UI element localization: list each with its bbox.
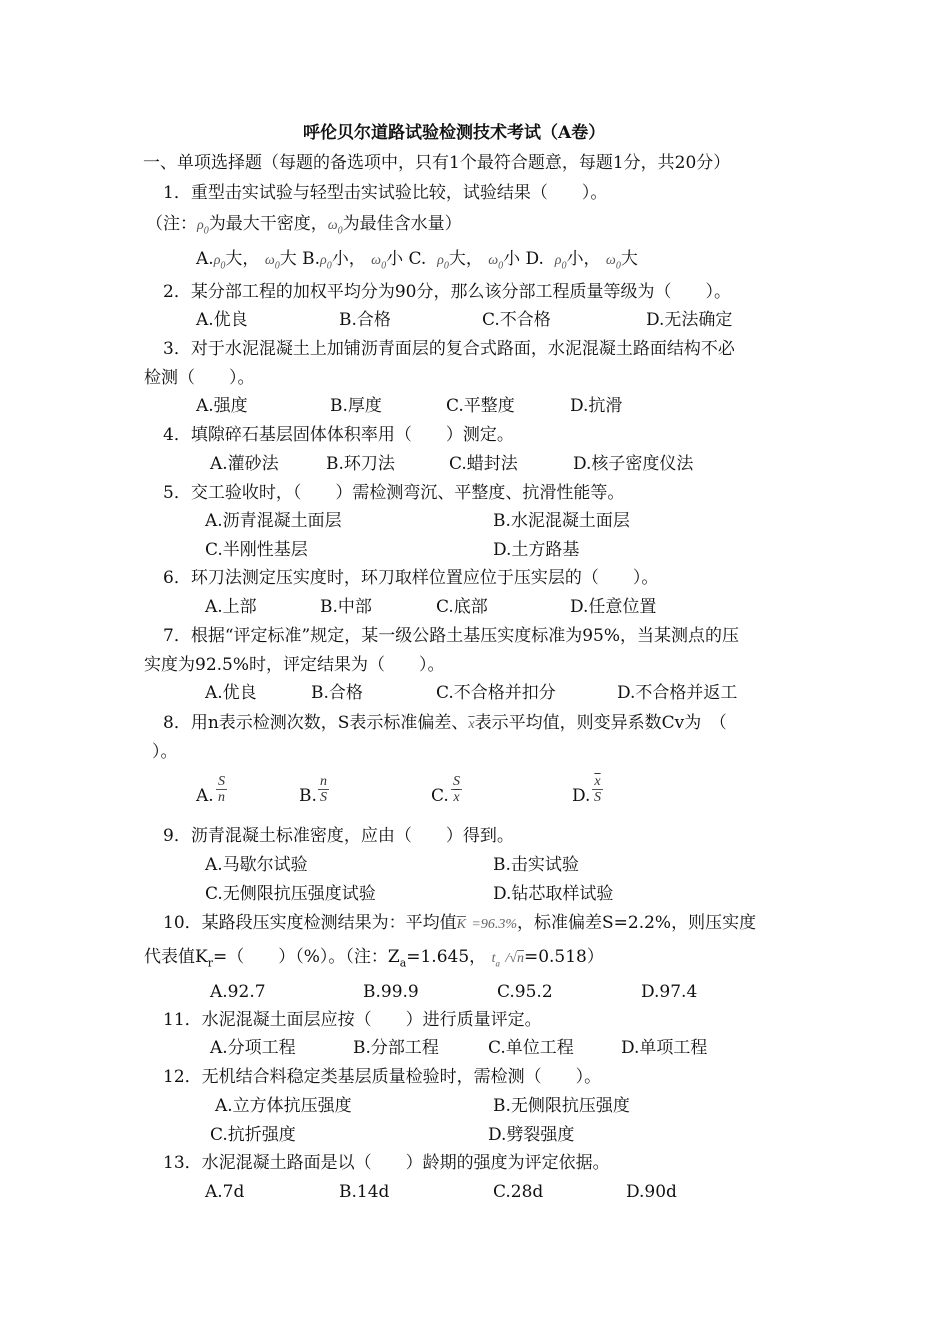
option: A.灌砂法 — [210, 454, 279, 474]
option: B.合格 — [339, 310, 391, 330]
option: C.抗折强度 — [210, 1125, 296, 1145]
fraction-s-over-n: $\frac{S}{n}$ — [218, 774, 225, 805]
question-7-stem: 7．根据“评定标准”规定，某一级公路土基压实度标准为95%，当某测点的压 — [163, 626, 739, 646]
option: B.14d — [339, 1182, 390, 1202]
option: B.中部 — [320, 597, 372, 617]
option: B.水泥混凝土面层 — [493, 511, 630, 531]
question-8-stem-cont: ）。 — [152, 742, 178, 762]
option: C.不合格并扣分 — [436, 683, 556, 703]
option-label: B. — [299, 786, 317, 806]
option: D.抗滑 — [570, 396, 623, 416]
option: C.平整度 — [446, 396, 515, 416]
question-10-stem: 10．某路段压实度检测结果为：平均值$\overline{K} =96.3\%$，标准偏差S=2.2%，则压实度 — [163, 913, 757, 933]
option: B.99.9 — [363, 982, 419, 1002]
option: A.上部 — [205, 597, 257, 617]
option: B.合格 — [311, 683, 363, 703]
option: C.半刚性基层 — [205, 540, 308, 560]
sqrt-icon: √ — [509, 951, 517, 966]
question-7-stem-cont: 实度为92.5%时，评定结果为（ ）。 — [144, 655, 445, 675]
question-9-stem: 9．沥青混凝土标准密度，应由（ ）得到。 — [163, 826, 514, 846]
section-heading: 一、单项选择题（每题的备选项中，只有1个最符合题意，每题1分，共20分） — [143, 153, 731, 173]
option: C.不合格 — [482, 310, 551, 330]
fraction-n-over-s: $\frac{n}{S}$ — [320, 774, 327, 805]
option: B.厚度 — [330, 396, 382, 416]
question-10-stem-cont: 代表值$K_r=$（ ）（%）。（注：$Z_a=1.645$， $t_a$ /√n=0.518） — [144, 947, 604, 970]
option: A.优良 — [196, 310, 248, 330]
option: A.立方体抗压强度 — [215, 1096, 352, 1116]
question-13-stem: 13．水泥混凝土路面是以（ ）龄期的强度为评定依据。 — [163, 1153, 610, 1173]
fraction-s-over-xbar: $\frac{S}{x}$ — [453, 774, 460, 805]
option-label: C. — [431, 786, 449, 806]
option: C.95.2 — [497, 982, 553, 1002]
question-3-stem-cont: 检测（ ）。 — [144, 368, 255, 388]
question-12-stem: 12．无机结合料稳定类基层质量检验时，需检测（ ）。 — [163, 1067, 602, 1087]
option: A.分项工程 — [210, 1038, 296, 1058]
question-1-note: （注：$\rho_0$为最大干密度，$\omega_0$为最佳含水量） — [146, 214, 462, 237]
option: A.92.7 — [210, 982, 266, 1002]
question-5-stem: 5．交工验收时，（ ）需检测弯沉、平整度、抗滑性能等。 — [163, 483, 625, 503]
question-6-stem: 6．环刀法测定压实度时，环刀取样位置应位于压实层的（ ）。 — [163, 568, 659, 588]
option: D.97.4 — [641, 982, 698, 1002]
option: D.无法确定 — [646, 310, 733, 330]
option: A.7d — [205, 1182, 245, 1202]
option: C.蜡封法 — [449, 454, 518, 474]
option: C.28d — [493, 1182, 544, 1202]
question-8-stem: 8．用n表示检测次数，S表示标准偏差、$\overline{x}$表示平均值，则变异系数Cv为 （ — [163, 713, 727, 733]
question-11-stem: 11．水泥混凝土面层应按（ ）进行质量评定。 — [163, 1010, 542, 1030]
option: D.钻芯取样试验 — [493, 884, 614, 904]
option: D.劈裂强度 — [488, 1125, 575, 1145]
question-2-stem: 2．某分部工程的加权平均分为90分，那么该分部工程质量等级为（ ）。 — [163, 282, 731, 302]
option: C.无侧限抗压强度试验 — [205, 884, 376, 904]
option: D.任意位置 — [570, 597, 657, 617]
option: D.土方路基 — [493, 540, 580, 560]
option: A.优良 — [205, 683, 257, 703]
option-label: A. — [196, 786, 214, 806]
option: B.无侧限抗压强度 — [493, 1096, 630, 1116]
option: B.分部工程 — [353, 1038, 439, 1058]
option: D.单项工程 — [621, 1038, 708, 1058]
option: B.击实试验 — [493, 855, 579, 875]
option: D.核子密度仪法 — [573, 454, 694, 474]
question-1-options: $A.\rho_0$大， $\omega_0$大 $B.\rho_0$小， $\omega_0$小 C. $\rho_0$大， $\omega_0$小 D. $\rho_0$小， $\omega_0$大 — [196, 249, 638, 272]
fraction-xbar-over-s: $\frac{\overline{x}}{S}$ — [594, 774, 601, 805]
question-3-stem: 3．对于水泥混凝土上加铺沥青面层的复合式路面，水泥混凝土路面结构不必 — [163, 339, 735, 359]
exam-title: 呼伦贝尔道路试验检测技术考试（A卷） — [303, 123, 606, 143]
option: A.强度 — [196, 396, 248, 416]
option: D.90d — [626, 1182, 677, 1202]
option: C.单位工程 — [488, 1038, 574, 1058]
option: D.不合格并返工 — [617, 683, 738, 703]
option: C.底部 — [436, 597, 488, 617]
option: A.沥青混凝土面层 — [205, 511, 342, 531]
option: A.马歇尔试验 — [205, 855, 308, 875]
option: B.环刀法 — [326, 454, 395, 474]
option-label: D. — [572, 786, 591, 806]
question-1-stem: 1．重型击实试验与轻型击实试验比较，试验结果（ ）。 — [163, 183, 608, 203]
question-4-stem: 4．填隙碎石基层固体体积率用（ ）测定。 — [163, 425, 514, 445]
